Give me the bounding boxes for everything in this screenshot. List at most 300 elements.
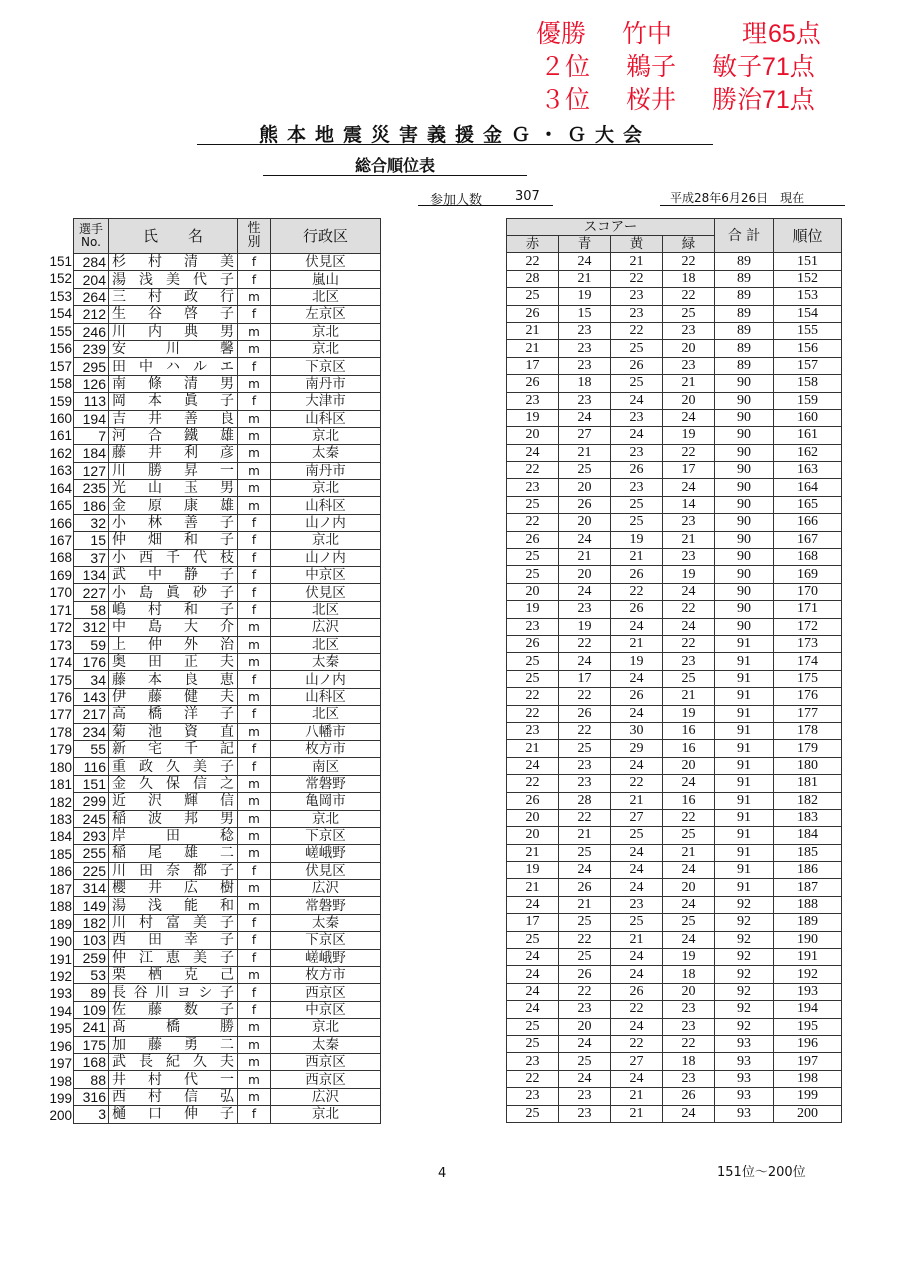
score-red: 28 xyxy=(507,270,559,287)
score-blue: 21 xyxy=(559,270,611,287)
score-total: 92 xyxy=(715,1001,774,1018)
player-district: 亀岡市 xyxy=(271,793,381,810)
score-yellow: 23 xyxy=(611,409,663,426)
score-red: 26 xyxy=(507,635,559,652)
player-name: 光山玉男 xyxy=(109,480,238,497)
score-blue: 21 xyxy=(559,827,611,844)
score-green: 23 xyxy=(663,322,715,339)
score-blue: 22 xyxy=(559,688,611,705)
score-red: 26 xyxy=(507,531,559,548)
rank: 199 xyxy=(774,1088,842,1105)
table-row xyxy=(74,358,381,375)
score-green: 20 xyxy=(663,340,715,357)
player-district: 常磐野 xyxy=(271,897,381,914)
score-yellow: 24 xyxy=(611,844,663,861)
row-number: 152 xyxy=(49,271,72,287)
score-red: 23 xyxy=(507,1088,559,1105)
table-row xyxy=(74,306,381,323)
score-yellow: 21 xyxy=(611,253,663,270)
row-number: 179 xyxy=(49,742,72,758)
score-blue: 22 xyxy=(559,983,611,1000)
table-row xyxy=(507,792,842,809)
player-sex: m xyxy=(238,445,271,462)
score-yellow: 22 xyxy=(611,775,663,792)
table-row xyxy=(507,305,842,322)
player-name: 小西千代枝 xyxy=(109,549,238,566)
score-red: 26 xyxy=(507,375,559,392)
table-row xyxy=(507,618,842,635)
player-district: 京北 xyxy=(271,1106,381,1123)
table-row xyxy=(507,270,842,287)
score-blue: 23 xyxy=(559,1001,611,1018)
score-red: 25 xyxy=(507,288,559,305)
score-green: 20 xyxy=(663,392,715,409)
player-district: 京北 xyxy=(271,532,381,549)
score-blue: 21 xyxy=(559,444,611,461)
rank: 170 xyxy=(774,583,842,600)
table-row xyxy=(507,392,842,409)
score-green: 24 xyxy=(663,479,715,496)
participants-underline xyxy=(418,205,553,206)
table-row xyxy=(507,983,842,1000)
player-name: 湯浅能和 xyxy=(109,897,238,914)
score-red: 20 xyxy=(507,427,559,444)
table-row xyxy=(74,845,381,862)
table-row xyxy=(507,862,842,879)
table-row xyxy=(507,722,842,739)
page-number: 4 xyxy=(438,1166,447,1181)
score-green: 22 xyxy=(663,601,715,618)
score-red: 21 xyxy=(507,879,559,896)
score-red: 25 xyxy=(507,1035,559,1052)
winner-surname: 鵜子 xyxy=(626,53,677,81)
player-no: 176 xyxy=(74,653,109,670)
score-yellow: 23 xyxy=(611,896,663,913)
table-row xyxy=(507,1035,842,1052)
table-row xyxy=(74,427,381,444)
score-red: 21 xyxy=(507,322,559,339)
score-yellow: 21 xyxy=(611,792,663,809)
score-red: 25 xyxy=(507,1018,559,1035)
score-green: 18 xyxy=(663,270,715,287)
table-row xyxy=(74,497,381,514)
rank: 190 xyxy=(774,931,842,948)
player-name: 岡本眞子 xyxy=(109,393,238,410)
player-name: 南條清男 xyxy=(109,375,238,392)
score-total: 93 xyxy=(715,1070,774,1087)
header-red: 赤 xyxy=(507,236,559,253)
player-district: 南区 xyxy=(271,758,381,775)
player-name: 小島眞砂子 xyxy=(109,584,238,601)
player-name: 佐藤数子 xyxy=(109,1001,238,1018)
player-no: 314 xyxy=(74,880,109,897)
player-sex: f xyxy=(238,306,271,323)
score-red: 25 xyxy=(507,931,559,948)
player-district: 山ノ内 xyxy=(271,671,381,688)
player-district: 京北 xyxy=(271,1019,381,1036)
row-number: 176 xyxy=(49,689,72,705)
row-number: 182 xyxy=(49,794,72,810)
header-player-no: 選手 No. xyxy=(74,219,109,254)
score-red: 21 xyxy=(507,740,559,757)
score-blue: 15 xyxy=(559,305,611,322)
table-row xyxy=(507,288,842,305)
player-no: 126 xyxy=(74,375,109,392)
table-row xyxy=(74,775,381,792)
score-green: 25 xyxy=(663,914,715,931)
player-sex: f xyxy=(238,758,271,775)
player-sex: f xyxy=(238,567,271,584)
score-yellow: 25 xyxy=(611,496,663,513)
as-of-date: 平成28年6月26日 現在 xyxy=(670,191,805,205)
player-district: 伏見区 xyxy=(271,254,381,271)
score-yellow: 22 xyxy=(611,1035,663,1052)
score-blue: 28 xyxy=(559,792,611,809)
score-yellow: 24 xyxy=(611,879,663,896)
player-sex: f xyxy=(238,271,271,288)
table-row xyxy=(507,444,842,461)
score-red: 25 xyxy=(507,670,559,687)
table-row xyxy=(74,1036,381,1053)
score-red: 19 xyxy=(507,862,559,879)
score-total: 91 xyxy=(715,653,774,670)
player-no: 299 xyxy=(74,793,109,810)
rank: 183 xyxy=(774,809,842,826)
player-name: 仲江恵美子 xyxy=(109,949,238,966)
score-blue: 23 xyxy=(559,1088,611,1105)
player-no: 239 xyxy=(74,340,109,357)
row-number: 195 xyxy=(49,1021,72,1037)
score-blue: 26 xyxy=(559,705,611,722)
player-sex: f xyxy=(238,254,271,271)
score-total: 90 xyxy=(715,514,774,531)
player-no: 204 xyxy=(74,271,109,288)
player-district: 枚方市 xyxy=(271,740,381,757)
header-score: スコアー xyxy=(507,219,715,236)
score-red: 22 xyxy=(507,705,559,722)
rank: 159 xyxy=(774,392,842,409)
player-sex: m xyxy=(238,340,271,357)
table-row xyxy=(74,1053,381,1070)
table-row xyxy=(507,931,842,948)
score-green: 23 xyxy=(663,549,715,566)
table-row xyxy=(507,775,842,792)
score-yellow: 21 xyxy=(611,549,663,566)
rank: 157 xyxy=(774,357,842,374)
score-yellow: 25 xyxy=(611,514,663,531)
score-green: 22 xyxy=(663,809,715,826)
player-name: 藤井利彦 xyxy=(109,445,238,462)
score-red: 22 xyxy=(507,514,559,531)
score-total: 90 xyxy=(715,531,774,548)
player-no: 293 xyxy=(74,827,109,844)
rank: 196 xyxy=(774,1035,842,1052)
player-sex: m xyxy=(238,375,271,392)
rank: 176 xyxy=(774,688,842,705)
rank: 155 xyxy=(774,322,842,339)
row-number: 200 xyxy=(49,1108,72,1124)
table-row xyxy=(74,549,381,566)
rank: 161 xyxy=(774,427,842,444)
score-yellow: 21 xyxy=(611,1088,663,1105)
table-row xyxy=(74,480,381,497)
winner-score: 71点 xyxy=(762,53,815,81)
table-row xyxy=(507,427,842,444)
table-row xyxy=(507,688,842,705)
score-red: 22 xyxy=(507,775,559,792)
score-total: 92 xyxy=(715,914,774,931)
score-total: 91 xyxy=(715,705,774,722)
score-green: 25 xyxy=(663,827,715,844)
player-district: 山科区 xyxy=(271,497,381,514)
player-name: 生谷啓子 xyxy=(109,306,238,323)
winner-surname: 桜井 xyxy=(626,86,677,114)
score-yellow: 21 xyxy=(611,931,663,948)
winner-line-3 xyxy=(530,84,890,117)
row-number: 160 xyxy=(49,410,72,426)
player-district: 大津市 xyxy=(271,393,381,410)
player-sex: f xyxy=(238,532,271,549)
score-green: 20 xyxy=(663,757,715,774)
rank: 175 xyxy=(774,670,842,687)
table-row xyxy=(74,445,381,462)
score-green: 19 xyxy=(663,566,715,583)
score-yellow: 29 xyxy=(611,740,663,757)
score-total: 91 xyxy=(715,670,774,687)
player-district: 京北 xyxy=(271,323,381,340)
player-sex: f xyxy=(238,740,271,757)
winner-line-1 xyxy=(530,18,890,51)
score-blue: 25 xyxy=(559,914,611,931)
table-row xyxy=(507,514,842,531)
player-sex: f xyxy=(238,1106,271,1123)
score-yellow: 23 xyxy=(611,305,663,322)
row-number: 165 xyxy=(49,498,72,514)
player-district: 北区 xyxy=(271,636,381,653)
score-total: 89 xyxy=(715,253,774,270)
table-row xyxy=(507,375,842,392)
table-row xyxy=(507,322,842,339)
score-total: 91 xyxy=(715,862,774,879)
table-row xyxy=(74,619,381,636)
rank: 191 xyxy=(774,949,842,966)
score-total: 92 xyxy=(715,983,774,1000)
score-total: 91 xyxy=(715,879,774,896)
table-row xyxy=(507,670,842,687)
table-row xyxy=(507,1105,842,1122)
table-row xyxy=(74,740,381,757)
score-blue: 25 xyxy=(559,1053,611,1070)
score-yellow: 26 xyxy=(611,688,663,705)
score-green: 26 xyxy=(663,1088,715,1105)
player-no: 134 xyxy=(74,567,109,584)
score-green: 16 xyxy=(663,722,715,739)
score-green: 22 xyxy=(663,1035,715,1052)
player-name: 伊藤健夫 xyxy=(109,688,238,705)
player-name: 井村代一 xyxy=(109,1071,238,1088)
player-district: 中京区 xyxy=(271,567,381,584)
score-blue: 26 xyxy=(559,496,611,513)
table-row xyxy=(74,288,381,305)
row-number: 158 xyxy=(49,376,72,392)
score-green: 19 xyxy=(663,949,715,966)
rank: 180 xyxy=(774,757,842,774)
rank: 174 xyxy=(774,653,842,670)
winner-place: ２位 xyxy=(540,53,591,81)
score-total: 89 xyxy=(715,305,774,322)
table-row xyxy=(74,393,381,410)
score-total: 92 xyxy=(715,966,774,983)
player-sex: m xyxy=(238,1088,271,1105)
score-red: 17 xyxy=(507,357,559,374)
player-district: 嵯峨野 xyxy=(271,845,381,862)
rank: 178 xyxy=(774,722,842,739)
table-row xyxy=(507,340,842,357)
score-blue: 25 xyxy=(559,740,611,757)
player-sex: m xyxy=(238,619,271,636)
player-no: 53 xyxy=(74,967,109,984)
rank: 168 xyxy=(774,549,842,566)
score-blue: 17 xyxy=(559,670,611,687)
player-no: 168 xyxy=(74,1053,109,1070)
player-sex: m xyxy=(238,880,271,897)
score-yellow: 21 xyxy=(611,635,663,652)
score-green: 21 xyxy=(663,531,715,548)
score-green: 16 xyxy=(663,792,715,809)
row-number: 183 xyxy=(49,812,72,827)
score-yellow: 27 xyxy=(611,809,663,826)
score-total: 89 xyxy=(715,288,774,305)
table-row xyxy=(74,1071,381,1088)
player-no: 284 xyxy=(74,254,109,271)
player-table xyxy=(73,218,381,1124)
score-red: 22 xyxy=(507,462,559,479)
score-green: 21 xyxy=(663,375,715,392)
player-name: 栗栖克己 xyxy=(109,967,238,984)
row-number: 157 xyxy=(49,358,72,374)
player-sex: f xyxy=(238,514,271,531)
player-no: 151 xyxy=(74,775,109,792)
score-green: 22 xyxy=(663,635,715,652)
player-name: 湯浅美代子 xyxy=(109,271,238,288)
player-name: 田中ハルエ xyxy=(109,358,238,375)
score-yellow: 22 xyxy=(611,1001,663,1018)
score-blue: 23 xyxy=(559,340,611,357)
row-number: 196 xyxy=(49,1038,72,1054)
rank: 165 xyxy=(774,496,842,513)
player-name: 金原康雄 xyxy=(109,497,238,514)
player-no: 245 xyxy=(74,810,109,827)
player-no: 59 xyxy=(74,636,109,653)
score-red: 19 xyxy=(507,409,559,426)
score-red: 24 xyxy=(507,757,559,774)
player-name: 川勝昇一 xyxy=(109,462,238,479)
player-no: 3 xyxy=(74,1106,109,1123)
score-blue: 25 xyxy=(559,844,611,861)
player-sex: f xyxy=(238,549,271,566)
player-no: 255 xyxy=(74,845,109,862)
score-blue: 24 xyxy=(559,253,611,270)
table-row xyxy=(507,809,842,826)
page-subtitle: 総合順位表 xyxy=(354,156,435,175)
row-number: 189 xyxy=(49,916,72,932)
score-total: 90 xyxy=(715,392,774,409)
player-sex: m xyxy=(238,1071,271,1088)
page-range: 151位～200位 xyxy=(717,1165,806,1180)
player-no: 182 xyxy=(74,914,109,931)
score-total: 91 xyxy=(715,809,774,826)
table-row xyxy=(507,949,842,966)
player-no: 264 xyxy=(74,288,109,305)
header-rank: 順位 xyxy=(774,219,842,253)
score-blue: 25 xyxy=(559,462,611,479)
player-no: 37 xyxy=(74,549,109,566)
score-red: 23 xyxy=(507,618,559,635)
table-row xyxy=(507,549,842,566)
winner-given: 理 xyxy=(742,20,768,48)
rank: 172 xyxy=(774,618,842,635)
row-number: 187 xyxy=(49,881,72,897)
player-district: 西京区 xyxy=(271,1053,381,1070)
player-sex: f xyxy=(238,914,271,931)
table-row xyxy=(74,340,381,357)
score-yellow: 26 xyxy=(611,566,663,583)
row-number: 164 xyxy=(49,480,72,496)
score-red: 22 xyxy=(507,1070,559,1087)
player-name: 高橋洋子 xyxy=(109,706,238,723)
score-blue: 24 xyxy=(559,862,611,879)
score-blue: 22 xyxy=(559,722,611,739)
row-number: 156 xyxy=(49,341,72,357)
score-red: 19 xyxy=(507,601,559,618)
table-row xyxy=(507,583,842,600)
row-number: 197 xyxy=(49,1056,72,1072)
player-no: 295 xyxy=(74,358,109,375)
score-yellow: 25 xyxy=(611,340,663,357)
row-number: 192 xyxy=(49,968,72,984)
score-green: 24 xyxy=(663,931,715,948)
player-name: 稲波邦男 xyxy=(109,810,238,827)
score-red: 22 xyxy=(507,253,559,270)
score-yellow: 22 xyxy=(611,583,663,600)
score-blue: 19 xyxy=(559,288,611,305)
player-district: 北区 xyxy=(271,288,381,305)
score-yellow: 26 xyxy=(611,357,663,374)
score-total: 91 xyxy=(715,792,774,809)
score-blue: 20 xyxy=(559,514,611,531)
player-district: 広沢 xyxy=(271,880,381,897)
score-red: 22 xyxy=(507,688,559,705)
table-row xyxy=(507,253,842,270)
score-blue: 20 xyxy=(559,1018,611,1035)
player-sex: f xyxy=(238,932,271,949)
row-number: 177 xyxy=(49,707,72,723)
player-name: 安 川 馨 xyxy=(109,340,238,357)
player-district: 嵐山 xyxy=(271,271,381,288)
rank: 197 xyxy=(774,1053,842,1070)
table-row xyxy=(74,601,381,618)
rank: 166 xyxy=(774,514,842,531)
rank: 177 xyxy=(774,705,842,722)
header-green: 緑 xyxy=(663,236,715,253)
table-row xyxy=(507,1088,842,1105)
table-row xyxy=(74,410,381,427)
player-no: 127 xyxy=(74,462,109,479)
score-red: 23 xyxy=(507,392,559,409)
score-green: 24 xyxy=(663,775,715,792)
rank: 169 xyxy=(774,566,842,583)
player-sex: m xyxy=(238,688,271,705)
